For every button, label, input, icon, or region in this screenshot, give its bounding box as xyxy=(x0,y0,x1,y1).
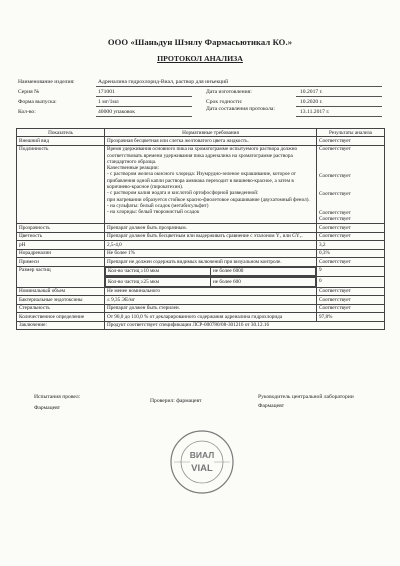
authenticity-chlorides-result: Соответствует xyxy=(319,216,351,223)
row-requirement xyxy=(105,145,317,224)
row-name: Размер частиц xyxy=(17,266,105,287)
table-row-norepinephrine xyxy=(17,249,385,257)
table-row-impurities xyxy=(17,258,385,266)
quantity-label: Кол-во: xyxy=(18,109,36,115)
mfg-date-value: 10.2017 г. xyxy=(300,89,323,95)
lab-head-role: Фармацевт xyxy=(258,403,285,409)
quantity-underline xyxy=(96,116,192,117)
particles-10-limit: не более 6000 xyxy=(211,267,316,275)
row-result: 0,3% xyxy=(317,249,385,257)
row-name: Примеси xyxy=(17,258,105,266)
protocol-date-underline xyxy=(296,116,382,117)
authenticity-hplc-text: Время удерживания основного пика на хроматограмме испытуемого раствора должно соответствовать времени удерживания пика адреналина на хроматограмме раствора стандартного образца. xyxy=(107,146,298,165)
analysis-table xyxy=(16,128,385,330)
product-name-underline xyxy=(96,86,382,87)
particles-25-result: 0 xyxy=(317,277,385,287)
lab-head-label: Руководитель центральной лаборатории xyxy=(258,394,354,400)
authenticity-reactions-title: Качественные реакции: xyxy=(107,165,160,172)
row-requirement: Препарат не должен содержать видимых включений при визуальном контроле. xyxy=(105,258,317,266)
tested-by-label: Испытания провел: xyxy=(34,394,81,400)
col-header-results: Результаты анализа xyxy=(317,129,385,137)
series-label: Серия № xyxy=(18,89,40,95)
table-row-ph xyxy=(17,241,385,249)
row-result: Соответствует xyxy=(317,304,385,312)
authenticity-sulfates-result: Соответствует xyxy=(319,210,351,217)
row-result: Соответствует xyxy=(317,296,385,304)
expiry-underline xyxy=(296,106,382,107)
row-requirement xyxy=(105,277,317,287)
row-requirement: Не менее номинального xyxy=(105,287,317,295)
conclusion-text: Продукт соответствует спецификации ЛСР-000780/08-301216 от 30.12.16 xyxy=(105,321,385,329)
row-result: Соответствует xyxy=(317,137,385,145)
row-requirement: Не более 1% xyxy=(105,249,317,257)
form-label: Форма выпуска: xyxy=(18,99,57,105)
row-requirement: Препарат должен быть прозрачным. xyxy=(105,224,317,232)
form-value: 1 мг/1мл xyxy=(98,99,119,105)
row-name: Цветность xyxy=(17,232,105,240)
product-name-value: Адреналина гидрохлорид-Виал, раствор для инъекций xyxy=(98,79,229,85)
row-requirement: Препарат должен быть стерилен. xyxy=(105,304,317,312)
particles-25-label: Кол-во частиц ≥25 мкм xyxy=(106,278,211,286)
authenticity-iodate-text: - с раствором калия иодата и кислотой ортофосфорной разведенной: xyxy=(107,190,259,197)
product-name-label: Наименование изделия: xyxy=(18,79,75,85)
table-row-particles-10 xyxy=(17,266,385,276)
table-header-row xyxy=(17,129,385,137)
authenticity-chlorides-text: - на хлориды: белый творожистый осадок xyxy=(107,209,200,216)
row-requirement: От 90,0 до 110,0 % от декларированного содержания адреналина гидрохлорида xyxy=(105,313,317,321)
series-value: 171001 xyxy=(98,89,115,95)
company-stamp xyxy=(168,428,236,496)
authenticity-iodate-result: Соответствует xyxy=(319,190,351,197)
particles-10-result: 9 xyxy=(317,266,385,276)
row-name: Бактериальные эндотоксины xyxy=(17,296,105,304)
row-name: Номинальный объем xyxy=(17,287,105,295)
row-requirement: Прозрачная бесцветная или слегка желтоватого цвета жидкость. xyxy=(105,137,317,145)
tested-by-role: Фармацевт xyxy=(34,405,61,411)
row-requirement xyxy=(105,266,317,276)
row-name: Подлинность xyxy=(17,145,105,224)
row-result: 3,2 xyxy=(317,241,385,249)
table-row-color xyxy=(17,232,385,240)
row-name: pH xyxy=(17,241,105,249)
authenticity-iron-text: - с раствором железа окисного хлорида: Изумрудно-зеленое окрашивание, которое от прибавления одной капли раствора аммиака переходит в вишнево-красное, а затем в коричнево-красное (пирокатехин). xyxy=(107,171,296,191)
protocol-date-label: Дата составления протокола: xyxy=(206,106,275,112)
table-row-volume xyxy=(17,287,385,295)
document-title: ПРОТОКОЛ АНАЛИЗА xyxy=(157,54,243,63)
row-result: 97,8% xyxy=(317,313,385,321)
stamp-main-text: VIAL xyxy=(191,463,213,474)
col-header-parameter: Показатель xyxy=(17,129,105,137)
series-underline xyxy=(96,96,192,97)
stamp-top-text: ВИАЛ xyxy=(189,450,215,460)
table-row-conclusion xyxy=(17,321,385,329)
table-row-endotoxins xyxy=(17,296,385,304)
expiry-label: Срок годности: xyxy=(206,99,243,105)
table-row-assay xyxy=(17,313,385,321)
expiry-value: 10.2020 г. xyxy=(300,99,323,105)
row-name: Заключение: xyxy=(17,321,105,329)
table-row-sterility xyxy=(17,304,385,312)
particles-10-label: Кол-во частиц ≥10 мкм xyxy=(106,267,211,275)
row-result: Соответствует xyxy=(317,287,385,295)
row-result: Соответствует xyxy=(317,224,385,232)
form-underline xyxy=(96,106,192,107)
row-name: Количественное определение xyxy=(17,313,105,321)
row-result xyxy=(317,145,385,224)
authenticity-iron-result: Соответствует xyxy=(319,172,351,179)
authenticity-heating-text: при нагревании образуется стойкое красно-фиолетовое окрашивание (двухатомный фенол). xyxy=(107,196,310,203)
row-result: Соответствует xyxy=(317,232,385,240)
row-requirement: ≤ 9,35 ЭЕ/мг xyxy=(105,296,317,304)
row-name: Норадреналин xyxy=(17,249,105,257)
row-name: Стерильность xyxy=(17,304,105,312)
authenticity-sulfates-text: - на сульфаты: белый осадок (метабисульфит) xyxy=(107,202,209,209)
row-result: Соответствует xyxy=(317,258,385,266)
company-name: ООО «Шаньдун Шэнлу Фармасьютикал КО.» xyxy=(107,37,293,47)
row-name: Прозрачность xyxy=(17,224,105,232)
mfg-date-label: Дата изготовления: xyxy=(206,89,252,95)
row-name: Внешний вид xyxy=(17,137,105,145)
quantity-value: 40000 упаковок xyxy=(98,109,136,115)
protocol-date-value: 13.11.2017 г. xyxy=(300,109,330,115)
mfg-date-underline xyxy=(296,96,382,97)
checked-by-label: Проверил: фармацевт xyxy=(150,398,202,404)
row-requirement: 2,5-4,0 xyxy=(105,241,317,249)
table-row-authenticity xyxy=(17,145,385,224)
table-row-transparency xyxy=(17,224,385,232)
particles-25-limit: не более 600 xyxy=(211,278,316,286)
table-row-appearance xyxy=(17,137,385,145)
col-header-requirements: Нормативные требования xyxy=(105,129,317,137)
row-requirement: Препарат должен быть бесцветным или выдерживать сравнение с эталоном Y₇ или GY₇. xyxy=(105,232,317,240)
authenticity-hplc-result: Соответствует xyxy=(319,146,351,153)
